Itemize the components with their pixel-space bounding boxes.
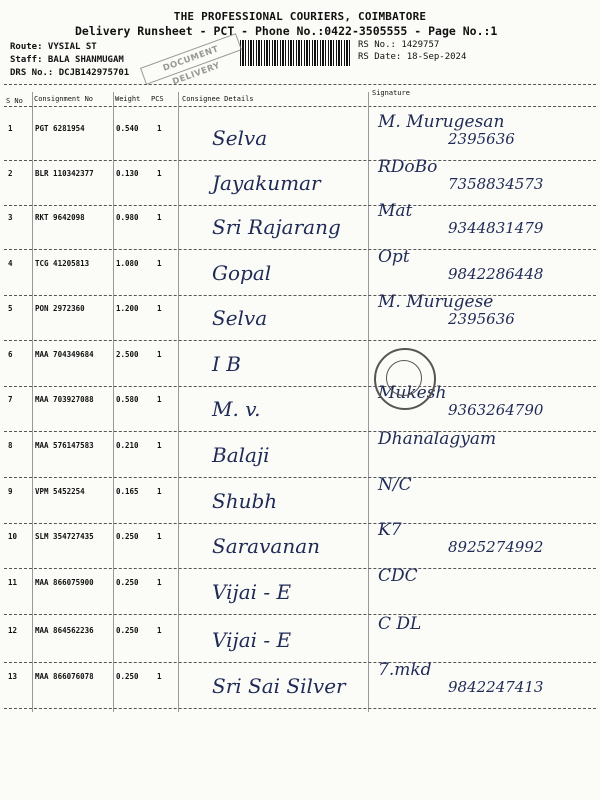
row-pcs: 1 (157, 304, 162, 313)
row-weight: 0.130 (116, 169, 139, 178)
row-sno: 11 (8, 578, 18, 587)
consignee-handwriting: Vijai - E (212, 580, 292, 604)
consignee-handwriting: Shubh (212, 489, 278, 513)
signature-handwriting: RDoBo (378, 157, 438, 177)
row-consignment: PON 2972360 (35, 304, 85, 313)
barcode (240, 40, 352, 66)
row-weight: 0.250 (116, 626, 139, 635)
signature-handwriting: K7 (378, 520, 402, 540)
consignee-handwriting: Vijai - E (212, 628, 292, 652)
row-sno: 10 (8, 532, 18, 541)
row-rule (4, 708, 596, 709)
row-consignment: MAA 704349684 (35, 350, 94, 359)
header-rule (4, 84, 596, 85)
rs-date: RS Date: 18-Sep-2024 (358, 52, 467, 62)
rs-number: RS No.: 1429757 (358, 40, 440, 50)
col-consignee: Consignee Details (182, 95, 254, 103)
row-pcs: 1 (157, 213, 162, 222)
runsheet-title: Delivery Runsheet - PCT - Phone No.:0422-3505555 - Page No.:1 (75, 24, 498, 38)
signature-handwriting: Mukesh (378, 383, 447, 403)
phone-handwriting: 9842247413 (448, 678, 544, 696)
col-divider (113, 92, 114, 712)
row-weight: 1.200 (116, 304, 139, 313)
header-rule-bottom (4, 106, 596, 107)
signature-handwriting: C DL (378, 614, 422, 634)
row-rule (4, 386, 596, 387)
row-pcs: 1 (157, 395, 162, 404)
consignee-handwriting: Saravanan (212, 534, 321, 558)
col-weight: Weight (115, 95, 141, 103)
row-sno: 1 (8, 124, 13, 133)
col-signature: Signature (372, 89, 410, 97)
row-rule (4, 160, 596, 161)
signature-handwriting: M. Murugese (378, 292, 494, 312)
staff-label: Staff: BALA SHANMUGAM (10, 55, 124, 65)
phone-handwriting: 2395636 (448, 310, 515, 328)
col-divider (368, 92, 369, 712)
col-divider (178, 92, 179, 712)
row-rule (4, 477, 596, 478)
row-consignment: MAA 864562236 (35, 626, 94, 635)
row-pcs: 1 (157, 626, 162, 635)
phone-handwriting: 9842286448 (448, 265, 544, 283)
row-pcs: 1 (157, 259, 162, 268)
row-consignment: MAA 866076078 (35, 672, 94, 681)
row-consignment: MAA 576147583 (35, 441, 94, 450)
row-consignment: PGT 6281954 (35, 124, 85, 133)
row-weight: 0.980 (116, 213, 139, 222)
row-pcs: 1 (157, 124, 162, 133)
delivery-stamp: DOCUMENT DELIVERY (140, 33, 242, 85)
row-sno: 4 (8, 259, 13, 268)
phone-handwriting: 9344831479 (448, 219, 544, 237)
row-sno: 12 (8, 626, 18, 635)
phone-handwriting: 2395636 (448, 130, 515, 148)
consignee-handwriting: Selva (212, 126, 268, 150)
consignee-handwriting: Sri Sai Silver (212, 674, 346, 698)
row-weight: 0.580 (116, 395, 139, 404)
signature-handwriting: 7.mkd (378, 660, 432, 680)
row-sno: 5 (8, 304, 13, 313)
col-sno: S No (6, 97, 23, 105)
row-pcs: 1 (157, 169, 162, 178)
row-weight: 0.250 (116, 672, 139, 681)
consignee-handwriting: I B (212, 352, 241, 376)
row-consignment: MAA 866075900 (35, 578, 94, 587)
row-sno: 3 (8, 213, 13, 222)
col-divider (32, 92, 33, 712)
row-rule (4, 568, 596, 569)
row-rule (4, 249, 596, 250)
row-sno: 7 (8, 395, 13, 404)
row-sno: 6 (8, 350, 13, 359)
row-pcs: 1 (157, 350, 162, 359)
signature-handwriting: Opt (378, 247, 410, 267)
signature-handwriting: CDC (378, 566, 418, 586)
row-pcs: 1 (157, 441, 162, 450)
row-weight: 0.165 (116, 487, 139, 496)
row-weight: 0.540 (116, 124, 139, 133)
row-rule (4, 614, 596, 615)
col-consignment: Consignment No (34, 95, 94, 103)
row-consignment: BLR 110342377 (35, 169, 94, 178)
row-consignment: SLM 354727435 (35, 532, 94, 541)
consignee-handwriting: Jayakumar (212, 171, 321, 195)
row-consignment: VPM 5452254 (35, 487, 85, 496)
row-rule (4, 662, 596, 663)
consignee-handwriting: Balaji (212, 443, 270, 467)
phone-handwriting: 9363264790 (448, 401, 544, 419)
company-title: THE PROFESSIONAL COURIERS, COIMBATORE (173, 10, 427, 23)
signature-handwriting: Mat (378, 201, 413, 221)
consignee-handwriting: Sri Rajarang (212, 215, 341, 239)
row-weight: 0.210 (116, 441, 139, 450)
col-pcs: PCS (151, 95, 164, 103)
row-weight: 1.080 (116, 259, 139, 268)
row-sno: 9 (8, 487, 13, 496)
rubber-stamp-seal-inner (386, 360, 422, 396)
route-label: Route: VYSIAL ST (10, 42, 97, 52)
row-consignment: MAA 703927088 (35, 395, 94, 404)
row-rule (4, 523, 596, 524)
row-sno: 8 (8, 441, 13, 450)
drs-number: DRS No.: DCJB142975701 (10, 68, 130, 78)
phone-handwriting: 8925274992 (448, 538, 544, 556)
row-pcs: 1 (157, 487, 162, 496)
consignee-handwriting: M. v. (212, 397, 261, 421)
row-weight: 0.250 (116, 578, 139, 587)
phone-handwriting: 7358834573 (448, 175, 544, 193)
row-rule (4, 431, 596, 432)
row-sno: 2 (8, 169, 13, 178)
consignee-handwriting: Gopal (212, 261, 272, 285)
row-weight: 2.500 (116, 350, 139, 359)
row-pcs: 1 (157, 578, 162, 587)
row-rule (4, 205, 596, 206)
row-rule (4, 340, 596, 341)
row-consignment: RKT 9642098 (35, 213, 85, 222)
row-rule (4, 295, 596, 296)
signature-handwriting: Dhanalagyam (378, 429, 497, 449)
signature-handwriting: M. Murugesan (378, 112, 505, 132)
signature-handwriting: N/C (378, 475, 412, 495)
row-sno: 13 (8, 672, 18, 681)
row-weight: 0.250 (116, 532, 139, 541)
row-pcs: 1 (157, 532, 162, 541)
consignee-handwriting: Selva (212, 306, 268, 330)
row-pcs: 1 (157, 672, 162, 681)
row-consignment: TCG 41205813 (35, 259, 90, 268)
